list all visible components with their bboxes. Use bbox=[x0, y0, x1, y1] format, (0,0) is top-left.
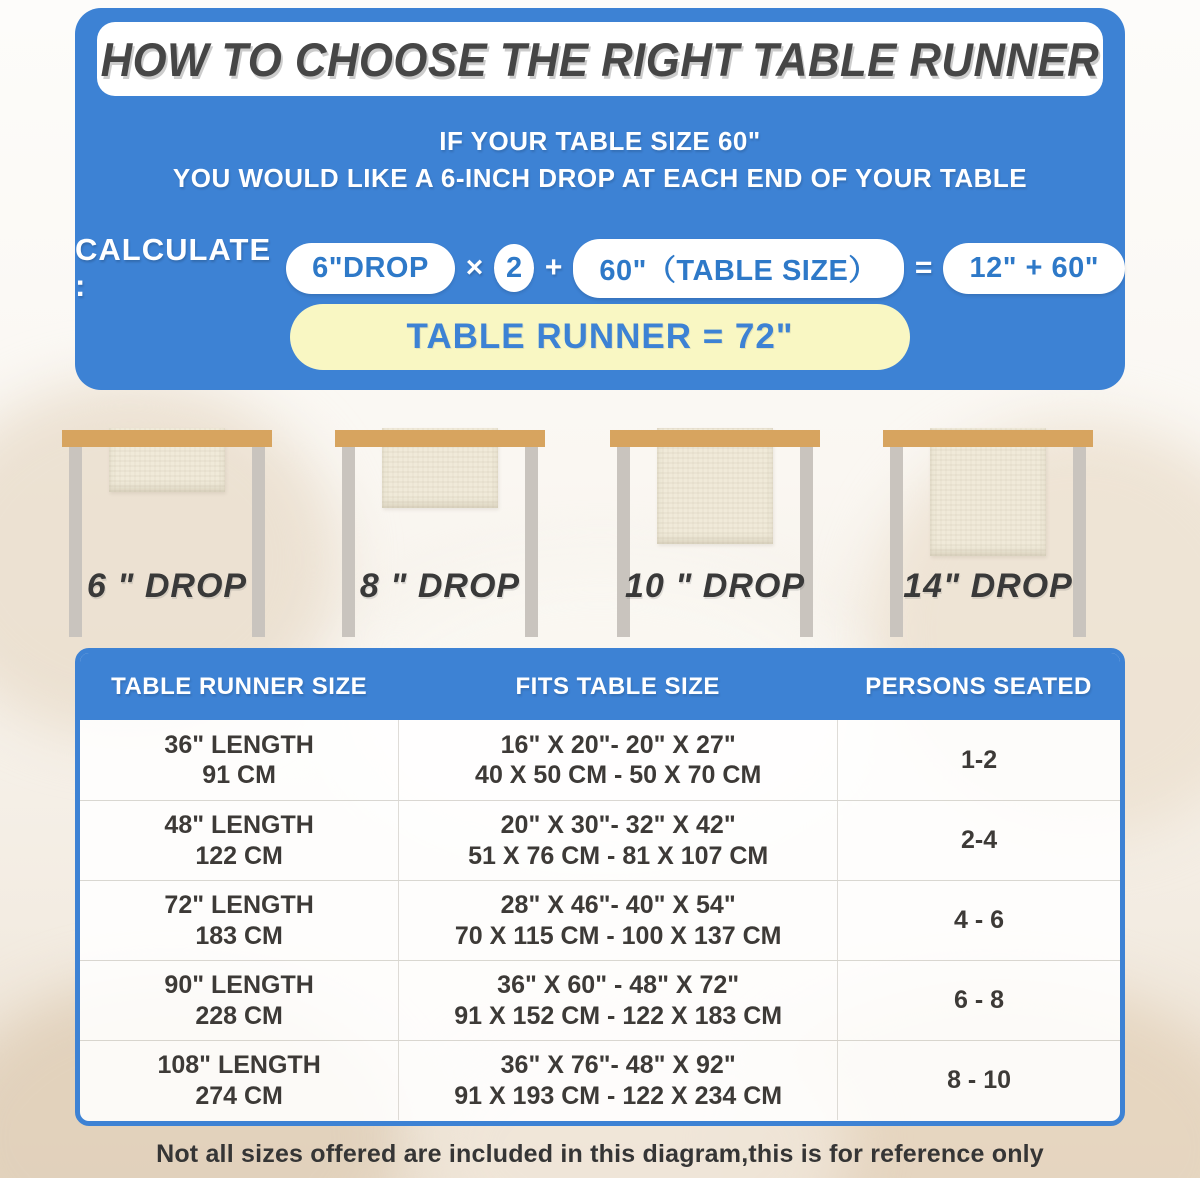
runner-size-inches: 48" LENGTH bbox=[164, 811, 314, 839]
persons-cell bbox=[837, 881, 1120, 960]
subtitle-line-1: IF YOUR TABLE SIZE 60" bbox=[439, 126, 761, 156]
fits-size-cm: 91 X 152 CM - 122 X 183 CM bbox=[454, 1001, 783, 1030]
table-row bbox=[80, 720, 1120, 800]
table-size-pill: 60"（TABLE SIZE） bbox=[573, 239, 904, 298]
runner-size-cell bbox=[80, 730, 398, 791]
drop-label: 10 " DROP bbox=[624, 567, 806, 605]
runner-size-cm: 228 CM bbox=[195, 1001, 283, 1030]
runner-size-cell bbox=[80, 890, 398, 951]
multiplier-circle: 2 bbox=[494, 244, 534, 292]
runner-size-cm: 274 CM bbox=[195, 1081, 283, 1110]
fits-size-cm: 51 X 76 CM - 81 X 107 CM bbox=[468, 841, 769, 870]
title-banner bbox=[97, 22, 1103, 96]
fits-size-inches: 36" X 60" - 48" X 72" bbox=[497, 971, 740, 999]
fits-size-cm: 91 X 193 CM - 122 X 234 CM bbox=[454, 1081, 783, 1110]
calculate-label: CALCULATE : bbox=[75, 232, 272, 303]
calculation-row bbox=[75, 232, 1125, 304]
persons-value: 2-4 bbox=[960, 826, 998, 855]
fits-size-cell bbox=[398, 961, 837, 1040]
drop-label: 8 " DROP bbox=[359, 567, 521, 605]
runner-size-inches: 72" LENGTH bbox=[164, 891, 314, 919]
persons-value: 1-2 bbox=[960, 745, 998, 774]
subtitle-line-2: YOU WOULD LIKE A 6-INCH DROP AT EACH END OF YOUR TABLE bbox=[172, 163, 1028, 193]
drop-example-14 bbox=[883, 395, 1093, 648]
table-leg bbox=[800, 447, 813, 637]
runner-size-inches: 90" LENGTH bbox=[164, 971, 314, 999]
tabletop-illustration bbox=[610, 430, 820, 447]
column-header-persons: PERSONS SEATED bbox=[865, 672, 1092, 700]
disclaimer-note: Not all sizes offered are included in this diagram,this is for reference only bbox=[156, 1140, 1044, 1168]
drop-examples-row bbox=[0, 395, 1200, 648]
table-row bbox=[80, 880, 1120, 960]
column-header-runner-size: TABLE RUNNER SIZE bbox=[111, 672, 368, 700]
runner-size-cell bbox=[80, 1050, 398, 1111]
persons-value: 6 - 8 bbox=[954, 986, 1005, 1015]
persons-value: 4 - 6 bbox=[954, 906, 1005, 935]
fits-size-cell bbox=[398, 881, 837, 960]
fits-size-inches: 28" X 46"- 40" X 54" bbox=[500, 891, 736, 919]
fits-size-cell bbox=[398, 1041, 837, 1120]
runner-size-cm: 91 CM bbox=[202, 761, 276, 789]
table-leg bbox=[525, 447, 538, 637]
drop-example-8 bbox=[335, 395, 545, 648]
table-runner-illustration bbox=[930, 428, 1046, 556]
table-leg bbox=[890, 447, 903, 637]
table-leg bbox=[252, 447, 265, 637]
runner-size-cell bbox=[80, 970, 398, 1031]
drop-example-10 bbox=[610, 395, 820, 648]
times-sign: × bbox=[465, 251, 484, 284]
persons-cell bbox=[837, 961, 1120, 1040]
persons-cell bbox=[837, 720, 1120, 800]
table-leg bbox=[69, 447, 82, 637]
runner-size-cm: 183 CM bbox=[195, 921, 283, 950]
table-row bbox=[80, 960, 1120, 1040]
sum-pill: 12" + 60" bbox=[943, 243, 1125, 294]
table-row bbox=[80, 800, 1120, 880]
fits-size-cell bbox=[398, 720, 837, 800]
table-leg bbox=[1073, 447, 1086, 637]
size-chart-header bbox=[80, 653, 1120, 720]
drop-label: 14" DROP bbox=[903, 567, 1073, 605]
plus-sign: + bbox=[544, 251, 563, 284]
size-chart-table bbox=[75, 648, 1125, 1126]
fits-size-inches: 36" X 76"- 48" X 92" bbox=[500, 1051, 736, 1079]
page-title: HOW TO CHOOSE THE RIGHT TABLE RUNNER bbox=[100, 32, 1100, 86]
table-leg bbox=[617, 447, 630, 637]
drop-example-6 bbox=[62, 395, 272, 648]
runner-size-cell bbox=[80, 810, 398, 871]
fits-size-cm: 40 X 50 CM - 50 X 70 CM bbox=[475, 761, 762, 789]
drop-value-pill: 6"DROP bbox=[286, 243, 455, 294]
instructions-panel bbox=[75, 8, 1125, 390]
persons-cell bbox=[837, 1041, 1120, 1120]
column-header-fits-size: FITS TABLE SIZE bbox=[515, 672, 720, 700]
persons-value: 8 - 10 bbox=[947, 1066, 1012, 1095]
result-pill: TABLE RUNNER = 72" bbox=[290, 304, 910, 370]
fits-size-inches: 16" X 20"- 20" X 27" bbox=[500, 730, 736, 759]
fits-size-inches: 20" X 30"- 32" X 42" bbox=[500, 811, 736, 839]
runner-size-inches: 108" LENGTH bbox=[157, 1051, 321, 1079]
tabletop-illustration bbox=[335, 430, 545, 447]
equals-sign: = bbox=[914, 251, 933, 284]
tabletop-illustration bbox=[62, 430, 272, 447]
fits-size-cm: 70 X 115 CM - 100 X 137 CM bbox=[454, 921, 782, 950]
table-row bbox=[80, 1040, 1120, 1120]
tabletop-illustration bbox=[883, 430, 1093, 447]
fits-size-cell bbox=[398, 801, 837, 880]
runner-size-inches: 36" LENGTH bbox=[164, 730, 314, 759]
drop-label: 6 " DROP bbox=[86, 567, 248, 605]
runner-size-cm: 122 CM bbox=[195, 841, 283, 870]
persons-cell bbox=[837, 801, 1120, 880]
table-leg bbox=[342, 447, 355, 637]
